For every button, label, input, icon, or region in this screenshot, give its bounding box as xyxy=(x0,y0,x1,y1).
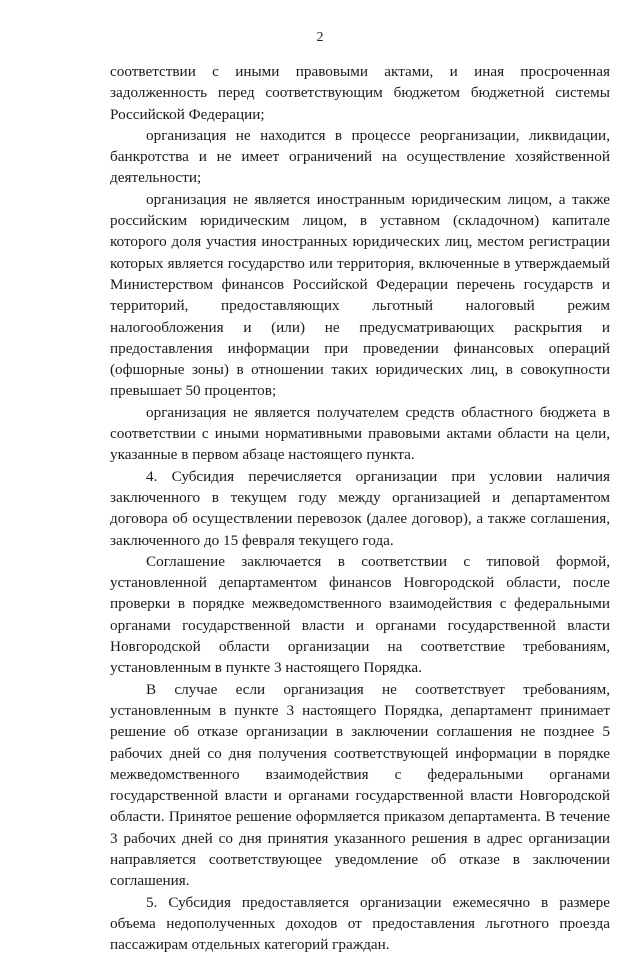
paragraph-continuation: соответствии с иными правовыми актами, и иная просроченная задолженность перед соответствующим бюджетом бюджетной системы Российской Федерации; xyxy=(110,63,610,123)
paragraph-not-budget-recipient: организация не является получателем средств областного бюджета в соответствии с иными нормативными правовыми актами области на цели, указанные в первом абзаце настоящего пункта. xyxy=(110,403,610,464)
paragraph-agreement: Соглашение заключается в соответствии с типовой формой, установленной департаментом финансов Новгородской области, после проверки в порядке межведомственного взаимодействия с федеральными органами государственной власти и органами государственной власти Новгородской области организации на соответствие требованиям, установленным в пункте 3 настоящего Порядка. xyxy=(110,552,610,677)
document-body xyxy=(110,61,610,955)
paragraph-clause-4: 4. Субсидия перечисляется организации при условии наличия заключенного в текущем году между организацией и департаментом договора об осуществлении перевозок (далее договор), а также соглашения, заключенного до 15 февраля текущего года. xyxy=(110,467,610,549)
paragraph-refusal: В случае если организация не соответствует требованиям, установленным в пункте 3 настоящего Порядка, департамент принимает решение об отказе организации в заключении соглашения не позднее 5 рабочих дней со дня получения соответствующей информации в порядке межведомственного взаимодействия с федеральными органами государственной власти и органами государственной власти Новгородской области. Принятое решение оформляется приказом департамента. В течение 3 рабочих дней со дня принятия указанного решения в адрес организации направляется соответствующее уведомление об отказе в заключении соглашения. xyxy=(110,680,610,890)
page-number: 2 xyxy=(316,30,324,45)
paragraph-no-reorganization: организация не находится в процессе реорганизации, ликвидации, банкротства и не имеет ограничений на осуществление хозяйственной деятельности; xyxy=(110,126,610,187)
paragraph-not-foreign-entity: организация не является иностранным юридическим лицом, а также российским юридическим лицом, в уставном (складочном) капитале которого доля участия иностранных юридических лиц, местом регистрации которых является государство или территория, включенные в утверждаемый Министерством финансов Российской Федерации перечень государств и территорий, предоставляющих льготный налоговый режим налогообложения и (или) не предусматривающих раскрытия и предоставления информации при проведении финансовых операций (офшорные зоны) в отношении таких юридических лиц, в совокупности превышает 50 процентов; xyxy=(110,190,610,400)
paragraph-clause-5: 5. Субсидия предоставляется организации ежемесячно в размере объема недополученных доходов от предоставления льготного проезда пассажирам отдельных категорий граждан. xyxy=(110,893,610,954)
